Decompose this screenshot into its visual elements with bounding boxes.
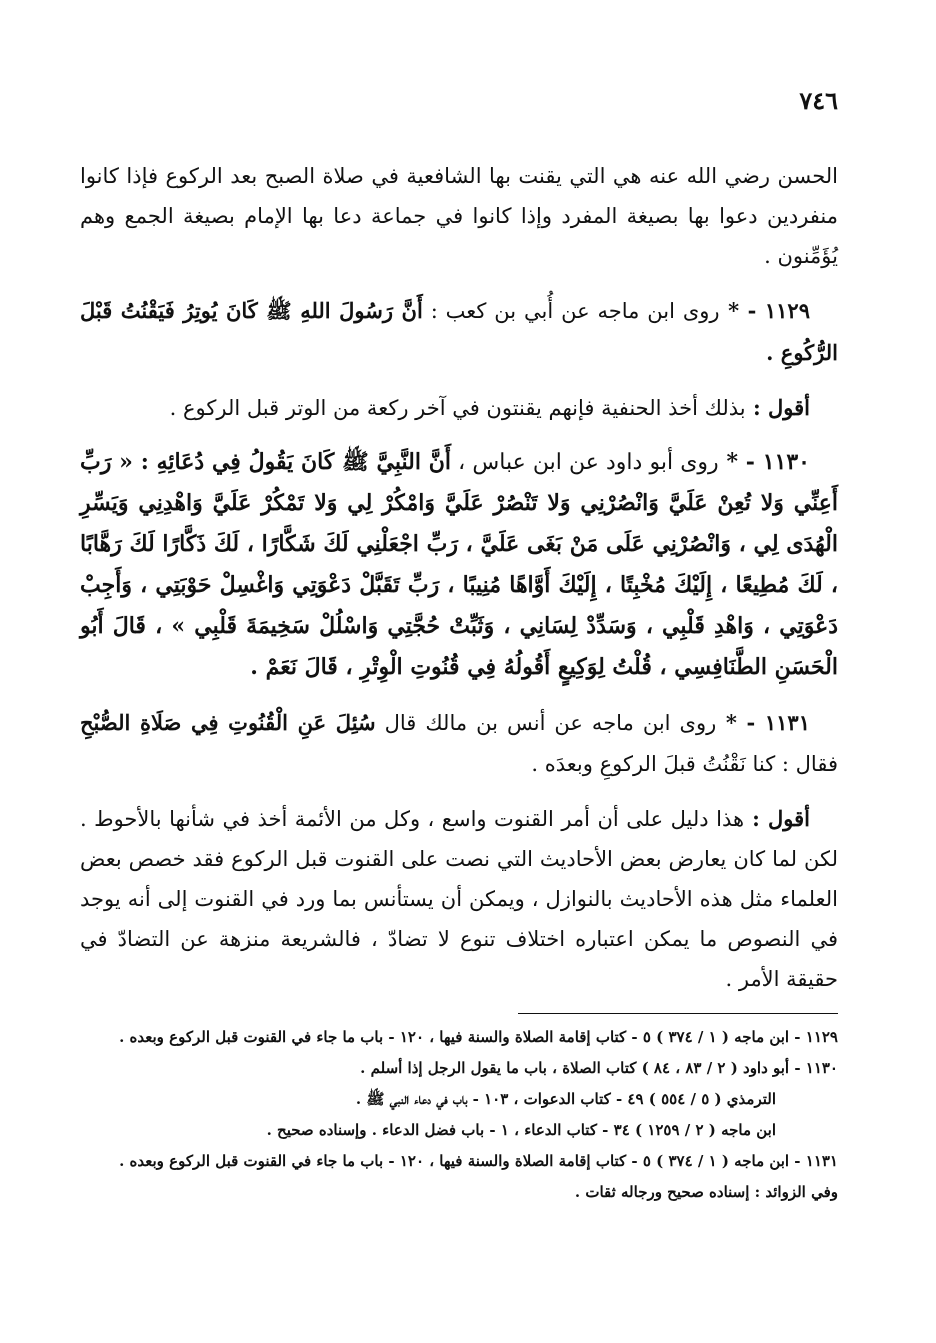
hadith-1129 [80, 290, 838, 374]
commentary-text: هذا دليل على أن أمر القنوت واسع ، وكل من الأئمة أخذ في شأنها بالأحوط . لكن لما كان يعارض بعض الأحاديث التي نصت على القنوت قبل الركوع فقد خصص بعض العلماء مثل هذه الأحاديث بالنوازل ، ويمكن أن يستأنس بما ورد في القنوت إلى أنه يوجد في النصوص ما يمكن اعتباره اختلاف تنوع لا تضادّ ، فالشريعة منزهة عن التضادّ في حقيقة الأمر . [80, 807, 838, 991]
hadith-number: ١١٣١ - * [716, 710, 810, 735]
footnote-1130-tirmidhi: الترمذي ( ٥ / ٥٥٤ ) ٤٩ - كتاب الدعوات ، ١٠٣ - باب في دعاء النبي ﷺ . [355, 1090, 776, 1108]
hadith-text: سُئِلَ عَنِ الْقُنُوتِ فِي صَلَاةِ الصُّبْحِ [80, 710, 376, 735]
footnote-divider [518, 1013, 838, 1014]
footnote-1131-zawaid: وفي الزوائد : إسناده صحيح ورجاله ثقات . [574, 1183, 838, 1201]
footnote-1130: ١١٣٠ - أبو داود ( ٢ / ٨٣ ، ٨٤ ) كتاب الصلاة ، باب ما يقول الرجل إذا أسلم . [360, 1059, 838, 1077]
hadith-number: ١١٢٩ - * [719, 298, 810, 323]
hadith-chain: روى أبو داود عن ابن عباس ، [451, 450, 719, 475]
paragraph-intro [80, 156, 838, 276]
commentary-2 [80, 799, 838, 999]
commentary-label: أقول : [744, 806, 810, 831]
page-number: ٧٤٦ [799, 86, 838, 115]
hadith-1130 [80, 442, 838, 688]
paragraph-text: الحسن رضي الله عنه هي التي يقنت بها الشافعية في صلاة الصبح بعد الركوع فإذا كانوا منفردين دعوا بها بصيغة المفرد وإذا كانوا في جماعة دعا بها الإمام بصيغة الجمع وهم يُؤَمِّنون . [80, 164, 838, 268]
commentary-1 [80, 388, 838, 428]
footnote-1129: ١١٢٩ - ابن ماجه ( ١ / ٣٧٤ ) ٥ - كتاب إقامة الصلاة والسنة فيها ، ١٢٠ - باب ما جاء في القنوت قبل الركوع وبعده . [119, 1028, 838, 1046]
footnote-1131: ١١٣١ - ابن ماجه ( ١ / ٣٧٤ ) ٥ - كتاب إقامة الصلاة والسنة فيها ، ١٢٠ - باب ما جاء في القنوت قبل الركوع وبعده . [119, 1152, 838, 1170]
hadith-tail: فقال : كنا نَقْنُتُ قبلَ الركوعِ وبعدَه . [531, 752, 838, 776]
hadith-chain: روى ابن ماجه عن أنس بن مالك قال [375, 711, 717, 735]
hadith-number: ١١٣٠ - * [718, 449, 810, 475]
hadith-text: أَنَّ النَّبِيَّ ﷺ كَانَ يَقُولُ فِي دُعَائِهِ : « رَبِّ أَعِنِّي وَلا تُعِنْ عَلَيَّ وَانْصُرْنِي وَلا تَنْصُرْ عَلَيَّ وَامْكُرْ لِي وَلا تَمْكُرْ عَلَيَّ وَاهْدِنِي وَيَسِّرِ الْهُدَى لِي ، وَانْصُرْنِي عَلَى مَنْ بَغَى عَلَيَّ ، رَبِّ اجْعَلْنِي لَكَ شَكَّارًا ، لَكَ ذَكَّارًا لَكَ رَهَّابًا ، لَكَ مُطِيعًا ، إِلَيْكَ مُخْبِتًا ، إِلَيْكَ أَوَّاهًا مُنِيبًا ، رَبِّ تَقَبَّلْ دَعْوَتِي وَاغْسِلْ حَوْبَتِي ، وَأَجِبْ دَعْوَتِي ، وَاهْدِ قَلْبِي ، وَسَدِّدْ لِسَانِي ، وَثَبِّتْ حُجَّتِي وَاسْلُلْ سَخِيمَةَ قَلْبِي » ، قَالَ أَبُو الْحَسَنِ الطَّنَافِسِي ، قُلْتُ لِوَكِيعٍ أَقُولُهُ فِي قُنُوتِ الْوِتْرِ ، قَالَ نَعَمْ . [80, 449, 838, 680]
hadith-chain: روى ابن ماجه عن أُبي بن كعب : [422, 299, 720, 323]
hadith-1131 [80, 702, 838, 785]
hadith-text: أَنَّ رَسُولَ اللهِ ﷺ كَانَ يُوتِرُ فَيَقْنُتُ قَبْلَ الرُّكُوعِ . [80, 298, 838, 365]
footnote-1130-ibn-majah: ابن ماجه ( ٢ / ١٢٥٩ ) ٣٤ - كتاب الدعاء ، ١ - باب فضل الدعاء . وإسناده صحيح . [266, 1121, 776, 1139]
commentary-text: بذلك أخذ الحنفية فإنهم يقنتون في آخر ركعة من الوتر قبل الركوع . [169, 396, 746, 420]
commentary-label: أقول : [745, 395, 810, 420]
